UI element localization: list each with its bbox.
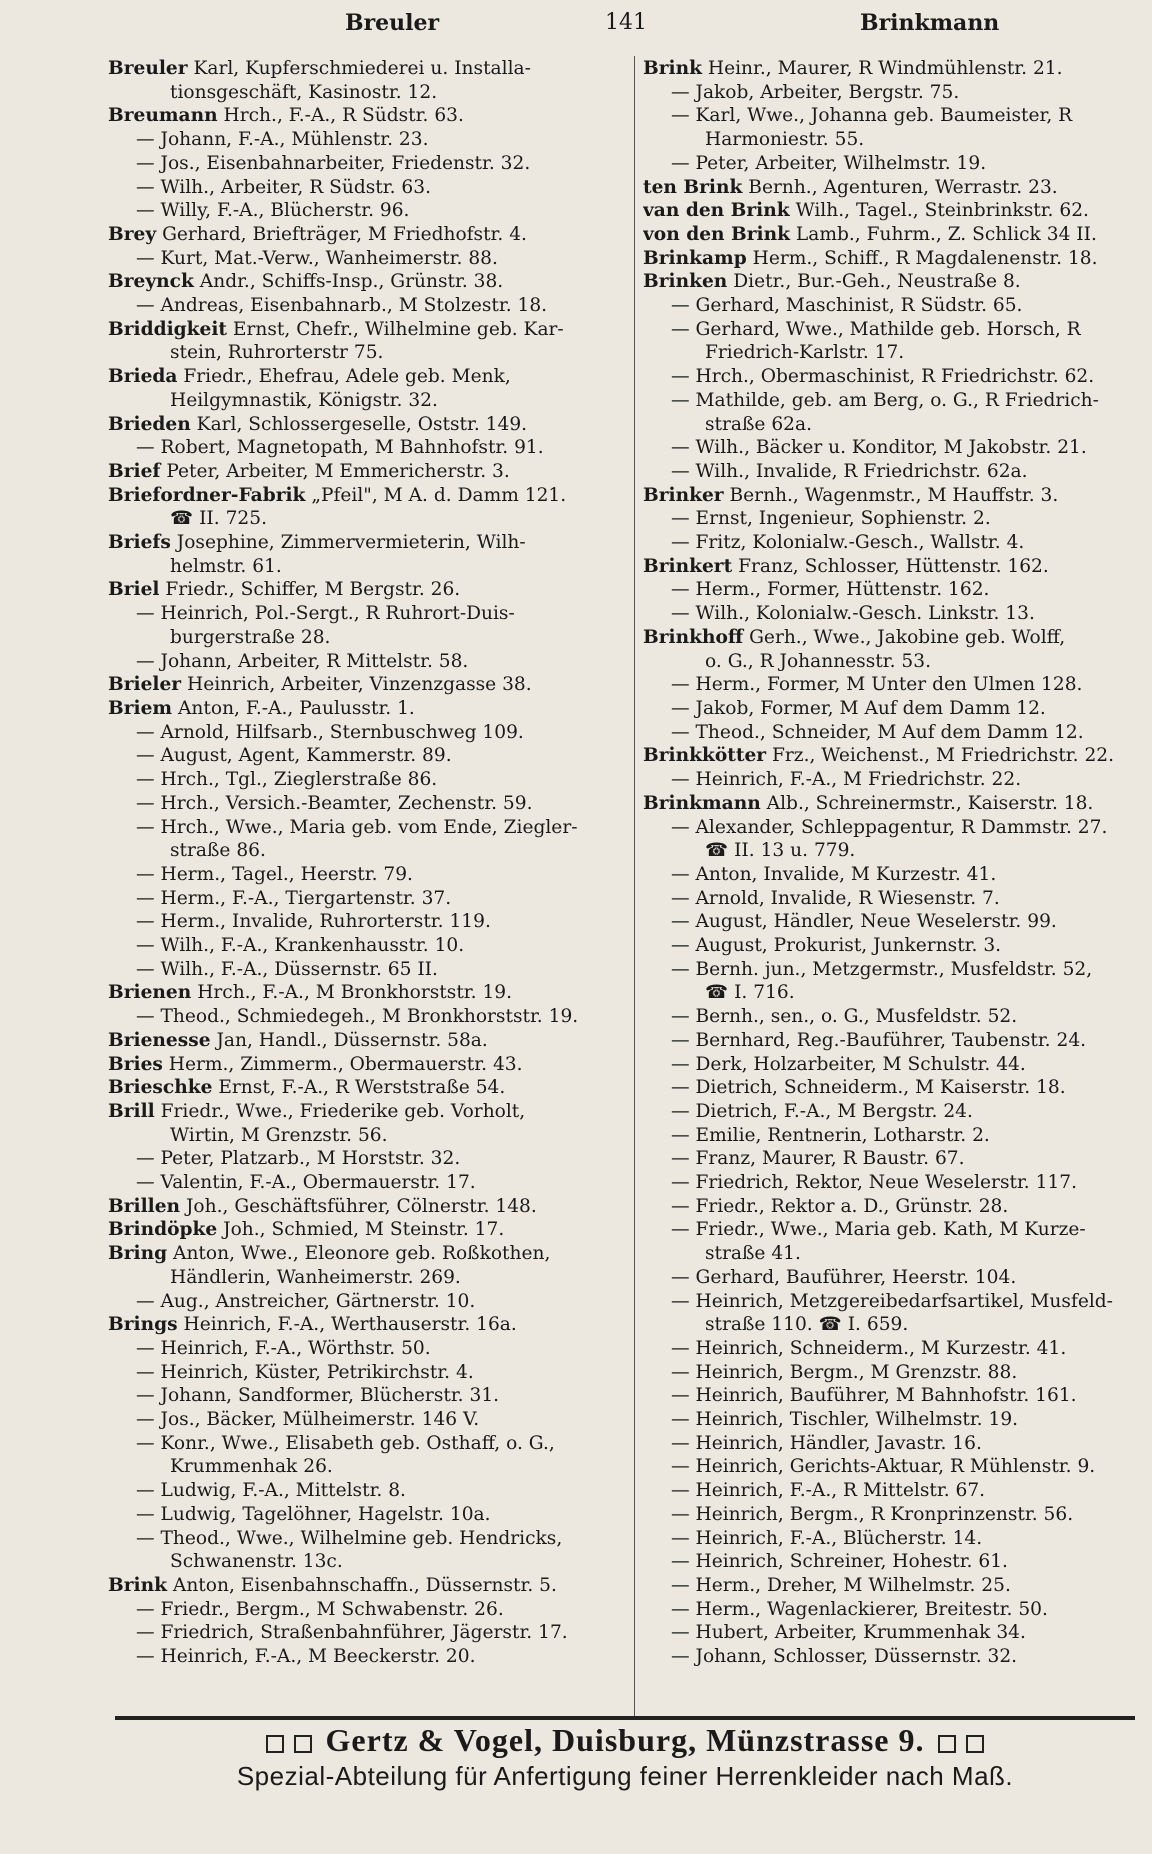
right-column (643, 57, 1143, 1669)
entry-details: Dietr., Bur.-Geh., Neustraße 8. (727, 271, 1021, 293)
entry-surname: Brill (108, 1100, 155, 1122)
directory-entry: straße 41. (705, 1243, 801, 1265)
directory-entry: — Heinrich, Schreiner, Hohestr. 61. (671, 1551, 1008, 1573)
directory-entry: — Wilh., F.-A., Düssernstr. 65 II. (136, 958, 438, 980)
directory-entry: — Karl, Wwe., Johanna geb. Baumeister, R (671, 105, 1073, 127)
entry-surname: Brieschke (108, 1077, 213, 1099)
directory-entry: Krummenhak 26. (170, 1456, 333, 1478)
directory-entry: — Gerhard, Bauführer, Heerstr. 104. (671, 1266, 1017, 1288)
entry-surname: Brink (108, 1575, 167, 1596)
entry-surname: Brinkamp (643, 247, 747, 269)
directory-entry: — Heinrich, Händler, Javastr. 16. (671, 1432, 982, 1454)
directory-entry: — Wilh., Arbeiter, R Südstr. 63. (136, 176, 431, 198)
directory-entry: — Valentin, F.-A., Obermauerstr. 17. (136, 1172, 476, 1194)
entry-details: Gerhard, Briefträger, M Friedhofstr. 4. (156, 223, 527, 245)
directory-entry (108, 1218, 628, 1242)
directory-entry: — Herm., Former, Hüttenstr. 162. (671, 579, 990, 601)
directory-entry: — Dietrich, F.-A., M Bergstr. 24. (671, 1100, 973, 1122)
directory-entry: — Heinrich, Pol.-Sergt., R Ruhrort-Duis- (136, 603, 515, 625)
entry-surname: Brink (643, 58, 702, 79)
directory-entry: — Friedrich, Straßenbahnführer, Jägerstr. 17. (136, 1622, 568, 1644)
directory-entry: — Dietrich, Schneiderm., M Kaiserstr. 18. (671, 1077, 1066, 1099)
entry-surname: Bries (108, 1053, 163, 1075)
directory-entry: — Friedrich, Rektor, Neue Weselerstr. 117. (671, 1172, 1078, 1194)
directory-entry: — Johann, Sandformer, Blücherstr. 31. (136, 1385, 500, 1407)
entry-details: Bernh., Wagenmstr., M Hauffstr. 3. (723, 484, 1059, 506)
directory-entry: — Herm., Wagenlackierer, Breitestr. 50. (671, 1598, 1048, 1620)
directory-entry: — Herm., F.-A., Tiergartenstr. 37. (136, 887, 452, 909)
entry-surname: Brieden (108, 413, 191, 435)
directory-entry (643, 484, 1143, 508)
entry-surname: Brinkert (643, 555, 733, 577)
directory-entry: — Robert, Magnetopath, M Bahnhofstr. 91. (136, 437, 544, 459)
entry-details: Friedr., Wwe., Friederike geb. Vorholt, (154, 1100, 526, 1122)
directory-entry (643, 247, 1143, 271)
directory-entry: — Jos., Eisenbahnarbeiter, Friedenstr. 32. (136, 152, 531, 174)
directory-entry: — Gerhard, Wwe., Mathilde geb. Horsch, R (671, 318, 1081, 340)
directory-entry: ☎ II. 13 u. 779. (705, 840, 856, 862)
entry-details: Karl, Kupferschmiederei u. Installa- (187, 58, 531, 79)
directory-entry: — Kurt, Mat.-Verw., Wanheimerstr. 88. (136, 247, 498, 269)
entry-details: Herm., Schiff., R Magdalenenstr. 18. (746, 247, 1098, 269)
directory-entry: — Johann, Arbeiter, R Mittelstr. 58. (136, 650, 469, 672)
directory-entry (643, 792, 1143, 816)
directory-entry: — Hrch., Obermaschinist, R Friedrichstr. 62. (671, 366, 1095, 388)
directory-entry (108, 318, 628, 342)
directory-entry: — Bernh. jun., Metzgermstr., Musfeldstr. 52, (671, 958, 1093, 980)
directory-entry: — Heinrich, F.-A., Blücherstr. 14. (671, 1527, 983, 1549)
entry-details: Gerh., Wwe., Jakobine geb. Wolff, (743, 626, 1066, 648)
directory-entry (108, 365, 628, 389)
directory-entry (108, 981, 628, 1005)
directory-entry (108, 223, 628, 247)
directory-entry: helmstr. 61. (170, 555, 282, 577)
directory-entry (643, 199, 1143, 223)
directory-entry: — Jakob, Former, M Auf dem Damm 12. (671, 697, 1046, 719)
entry-surname: Briddigkeit (108, 318, 228, 340)
entry-details: Lamb., Fuhrm., Z. Schlick 34 II. (790, 223, 1097, 245)
entry-details: Bernh., Agenturen, Werrastr. 23. (742, 176, 1058, 198)
directory-entry: — Jos., Bäcker, Mülheimerstr. 146 V. (136, 1409, 480, 1431)
entry-surname: Breuler (108, 58, 188, 79)
directory-entry (108, 1100, 628, 1124)
entry-details: Herm., Zimmerm., Obermauerstr. 43. (162, 1053, 523, 1075)
entry-surname: Brey (108, 223, 157, 245)
directory-entry (643, 57, 1143, 81)
entry-surname: van den Brink (643, 200, 790, 222)
advertisement-firm: Gertz & Vogel, Duisburg, Münzstrasse 9. (325, 1722, 925, 1758)
entry-surname: Brieda (108, 366, 178, 388)
directory-entry: — Alexander, Schleppagentur, R Dammstr. 27. (671, 816, 1108, 838)
directory-entry: — Wilh., Invalide, R Friedrichstr. 62a. (671, 460, 1028, 482)
directory-entry: — Theod., Schmiedegeh., M Bronkhorststr. 19. (136, 1006, 579, 1028)
entry-details: Frz., Weichenst., M Friedrichstr. 22. (766, 745, 1115, 767)
entry-surname: Brienen (108, 982, 192, 1004)
directory-entry: — Heinrich, F.-A., M Beeckerstr. 20. (136, 1646, 476, 1668)
directory-entry: — Derk, Holzarbeiter, M Schulstr. 44. (671, 1053, 1026, 1075)
entry-surname: Briel (108, 579, 160, 601)
directory-entry (108, 413, 628, 437)
entry-surname: Brief (108, 460, 161, 482)
directory-entry: — Ludwig, F.-A., Mittelstr. 8. (136, 1480, 406, 1502)
entry-details: Heinrich, Arbeiter, Vinzenzgasse 38. (181, 674, 532, 696)
entry-surname: von den Brink (643, 223, 790, 245)
advertisement-headline (115, 1722, 1135, 1759)
directory-entry: — Friedr., Wwe., Maria geb. Kath, M Kurze- (671, 1219, 1086, 1241)
left-column (108, 57, 628, 1669)
directory-entry: — Heinrich, Bergm., M Grenzstr. 88. (671, 1361, 1018, 1383)
directory-entry: — Willy, F.-A., Blücherstr. 96. (136, 200, 410, 222)
entry-details: Alb., Schreinermstr., Kaiserstr. 18. (760, 792, 1094, 814)
entry-surname: Breynck (108, 271, 194, 293)
directory-entry: — Wilh., Kolonialw.-Gesch. Linkstr. 13. (671, 603, 1035, 625)
directory-entry: — Wilh., F.-A., Krankenhausstr. 10. (136, 935, 465, 957)
directory-entry: tionsgeschäft, Kasinostr. 12. (170, 81, 438, 103)
entry-surname: Briefs (108, 532, 171, 554)
directory-entry: — August, Händler, Neue Weselerstr. 99. (671, 911, 1057, 933)
entry-details: Ernst, Chefr., Wilhelmine geb. Kar- (227, 318, 564, 340)
directory-entry: stein, Ruhrorterstr 75. (170, 342, 384, 364)
square-ornament-icon (266, 1735, 284, 1753)
directory-entry (108, 1053, 628, 1077)
directory-entry: — Hrch., Wwe., Maria geb. vom Ende, Ziegler- (136, 816, 578, 838)
entry-details: Hrch., F.-A., R Südstr. 63. (217, 105, 464, 127)
directory-entry: o. G., R Johannesstr. 53. (705, 650, 931, 672)
directory-entry: — Theod., Schneider, M Auf dem Damm 12. (671, 721, 1084, 743)
entry-details: „Pfeil", M A. d. Damm 121. (305, 484, 567, 506)
directory-entry: straße 62a. (705, 413, 812, 435)
directory-entry (108, 1076, 628, 1100)
directory-entry: Händlerin, Wanheimerstr. 269. (170, 1266, 461, 1288)
entry-details: Joh., Schmied, M Steinstr. 17. (217, 1219, 505, 1241)
directory-entry: — Friedr., Rektor a. D., Grünstr. 28. (671, 1195, 1009, 1217)
entry-surname: Brinker (643, 484, 724, 506)
entry-details: Heinr., Maurer, R Windmühlenstr. 21. (701, 58, 1063, 79)
column-divider (634, 56, 635, 1716)
directory-entry: — Emilie, Rentnerin, Lotharstr. 2. (671, 1124, 990, 1146)
entry-surname: Briem (108, 697, 173, 719)
entry-details: Franz, Schlosser, Hüttenstr. 162. (732, 555, 1049, 577)
directory-entry: — Arnold, Hilfsarb., Sternbuschweg 109. (136, 721, 524, 743)
entry-surname: Brings (108, 1314, 178, 1336)
page-header (0, 10, 1152, 50)
advertisement-tagline: Spezial-Abteilung für Anfertigung feiner Herrenkleider nach Maß. (236, 1761, 1014, 1791)
entry-details: Ernst, F.-A., R Werststraße 54. (212, 1077, 506, 1099)
directory-entry (108, 484, 628, 508)
entry-details: Jan, Handl., Düssernstr. 58a. (210, 1029, 488, 1051)
entry-surname: Brinkhoff (643, 626, 744, 648)
entry-surname: Breumann (108, 105, 218, 127)
directory-entry: Wirtin, M Grenzstr. 56. (170, 1124, 388, 1146)
directory-entry: — Heinrich, Küster, Petrikirchstr. 4. (136, 1361, 474, 1383)
directory-entry: — Herm., Tagel., Heerstr. 79. (136, 863, 413, 885)
directory-entry: straße 86. (170, 840, 266, 862)
directory-entry: — Heinrich, Bauführer, M Bahnhofstr. 161. (671, 1385, 1077, 1407)
directory-entry: — Heinrich, Tischler, Wilhelmstr. 19. (671, 1409, 1019, 1431)
directory-entry: — Ludwig, Tagelöhner, Hagelstr. 10a. (136, 1503, 491, 1525)
directory-entry: — Ernst, Ingenieur, Sophienstr. 2. (671, 508, 991, 530)
directory-entry (643, 176, 1143, 200)
square-ornament-icon (938, 1735, 956, 1753)
entry-details: Heinrich, F.-A., Werthauserstr. 16a. (177, 1314, 517, 1336)
directory-entry: — Hubert, Arbeiter, Krummenhak 34. (671, 1622, 1026, 1644)
directory-entry: — Franz, Maurer, R Baustr. 67. (671, 1148, 965, 1170)
square-ornament-icon (966, 1735, 984, 1753)
directory-entry: — Herm., Dreher, M Wilhelmstr. 25. (671, 1575, 1011, 1596)
directory-entry: Friedrich-Karlstr. 17. (705, 342, 905, 364)
directory-entry: — Herm., Former, M Unter den Ulmen 128. (671, 674, 1083, 696)
directory-entry: — Anton, Invalide, M Kurzestr. 41. (671, 863, 997, 885)
directory-entry: — Heinrich, Schneiderm., M Kurzestr. 41. (671, 1337, 1067, 1359)
directory-entry (108, 104, 628, 128)
directory-entry (643, 270, 1143, 294)
page-number: 141 (605, 10, 647, 35)
directory-entry: — Gerhard, Maschinist, R Südstr. 65. (671, 295, 1023, 317)
directory-entry (108, 1313, 628, 1337)
directory-entry: — Heinrich, F.-A., Wörthstr. 50. (136, 1337, 431, 1359)
advertisement-rule (115, 1716, 1135, 1720)
entry-details: Anton, F.-A., Paulusstr. 1. (172, 697, 415, 719)
entry-details: Wilh., Tagel., Steinbrinkstr. 62. (789, 200, 1089, 222)
directory-entry: — Aug., Anstreicher, Gärtnerstr. 10. (136, 1290, 476, 1312)
directory-entry (643, 744, 1143, 768)
directory-entry (108, 531, 628, 555)
entry-details: Peter, Arbeiter, M Emmericherstr. 3. (160, 460, 510, 482)
directory-entry: — Heinrich, Bergm., R Kronprinzenstr. 56. (671, 1503, 1074, 1525)
entry-surname: Brieler (108, 674, 182, 696)
directory-entry: — Theod., Wwe., Wilhelmine geb. Hendricks, (136, 1527, 563, 1549)
directory-entry: Harmoniestr. 55. (705, 129, 865, 151)
directory-entry: — August, Agent, Kammerstr. 89. (136, 745, 452, 767)
directory-entry: — Peter, Arbeiter, Wilhelmstr. 19. (671, 152, 987, 174)
directory-entry: — Fritz, Kolonialw.-Gesch., Wallstr. 4. (671, 532, 1025, 554)
directory-entry (108, 1242, 628, 1266)
directory-entry: — Bernh., sen., o. G., Musfeldstr. 52. (671, 1006, 1018, 1028)
entry-details: Friedr., Schiffer, M Bergstr. 26. (159, 579, 461, 601)
directory-entry (108, 578, 628, 602)
header-left-keyword: Breuler (345, 10, 440, 36)
directory-entry: — Wilh., Bäcker u. Konditor, M Jakobstr. 21. (671, 437, 1087, 459)
directory-entry: — Peter, Platzarb., M Horststr. 32. (136, 1148, 461, 1170)
directory-entry: — Arnold, Invalide, R Wiesenstr. 7. (671, 887, 1000, 909)
directory-entry: — Hrch., Versich.-Beamter, Zechenstr. 59. (136, 792, 533, 814)
directory-entry (108, 1195, 628, 1219)
directory-entry (108, 697, 628, 721)
entry-details: Anton, Wwe., Eleonore geb. Roßkothen, (167, 1243, 551, 1265)
directory-entry (108, 460, 628, 484)
directory-entry: burgerstraße 28. (170, 626, 331, 648)
directory-entry (643, 626, 1143, 650)
header-right-keyword: Brinkmann (860, 10, 1000, 36)
entry-details: Hrch., F.-A., M Bronkhorststr. 19. (191, 982, 513, 1004)
advertisement (115, 1722, 1135, 1792)
entry-surname: ten Brink (643, 176, 743, 198)
directory-entry: — Konr., Wwe., Elisabeth geb. Osthaff, o. G., (136, 1432, 555, 1454)
directory-entry: — Johann, Schlosser, Düssernstr. 32. (671, 1646, 1018, 1668)
entry-details: Josephine, Zimmervermieterin, Wilh- (170, 532, 526, 554)
directory-entry: — Hrch., Tgl., Zieglerstraße 86. (136, 769, 438, 791)
directory-entry (108, 270, 628, 294)
directory-entry (643, 555, 1143, 579)
directory-entry (108, 673, 628, 697)
entry-details: Karl, Schlossergeselle, Oststr. 149. (190, 413, 528, 435)
directory-entry: — Jakob, Arbeiter, Bergstr. 75. (671, 81, 960, 103)
directory-entry: straße 110. ☎ I. 659. (705, 1314, 909, 1336)
directory-entry (108, 57, 628, 81)
directory-entry (643, 223, 1143, 247)
directory-entry: — Heinrich, F.-A., R Mittelstr. 67. (671, 1480, 986, 1502)
entry-surname: Brinkmann (643, 792, 761, 814)
entry-surname: Bring (108, 1243, 168, 1265)
directory-entry: — Andreas, Eisenbahnarb., M Stolzestr. 18. (136, 295, 548, 317)
directory-entry (108, 1574, 628, 1598)
directory-entry: — Johann, F.-A., Mühlenstr. 23. (136, 129, 429, 151)
directory-entry: — Herm., Invalide, Ruhrorterstr. 119. (136, 911, 491, 933)
directory-entry: ☎ II. 725. (170, 508, 267, 530)
entry-surname: Brinken (643, 271, 728, 293)
directory-entry: — Mathilde, geb. am Berg, o. G., R Friedrich- (671, 389, 1099, 411)
entry-details: Andr., Schiffs-Insp., Grünstr. 38. (193, 271, 504, 293)
directory-entry: — Heinrich, F.-A., M Friedrichstr. 22. (671, 769, 1022, 791)
entry-details: Friedr., Ehefrau, Adele geb. Menk, (177, 366, 511, 388)
entry-surname: Brienesse (108, 1029, 211, 1051)
entry-details: Anton, Eisenbahnschaffn., Düssernstr. 5. (166, 1575, 557, 1596)
square-ornament-icon (294, 1735, 312, 1753)
directory-entry: — Friedr., Bergm., M Schwabenstr. 26. (136, 1598, 504, 1620)
directory-entry: — Bernhard, Reg.-Bauführer, Taubenstr. 24. (671, 1029, 1087, 1051)
directory-entry: — Heinrich, Gerichts-Aktuar, R Mühlenstr. 9. (671, 1456, 1096, 1478)
directory-entry: — August, Prokurist, Junkernstr. 3. (671, 935, 1002, 957)
entry-surname: Brinkkötter (643, 745, 767, 767)
directory-entry: Heilgymnastik, Königstr. 32. (170, 389, 438, 411)
entry-surname: Brillen (108, 1195, 181, 1217)
entry-details: Joh., Geschäftsführer, Cölnerstr. 148. (180, 1195, 537, 1217)
entry-surname: Brindöpke (108, 1219, 218, 1241)
directory-entry: — Heinrich, Metzgereibedarfsartikel, Musfeld- (671, 1290, 1113, 1312)
entry-surname: Briefordner-Fabrik (108, 484, 306, 506)
directory-entry (108, 1029, 628, 1053)
directory-entry: ☎ I. 716. (705, 982, 795, 1004)
directory-entry: Schwanenstr. 13c. (170, 1551, 343, 1573)
